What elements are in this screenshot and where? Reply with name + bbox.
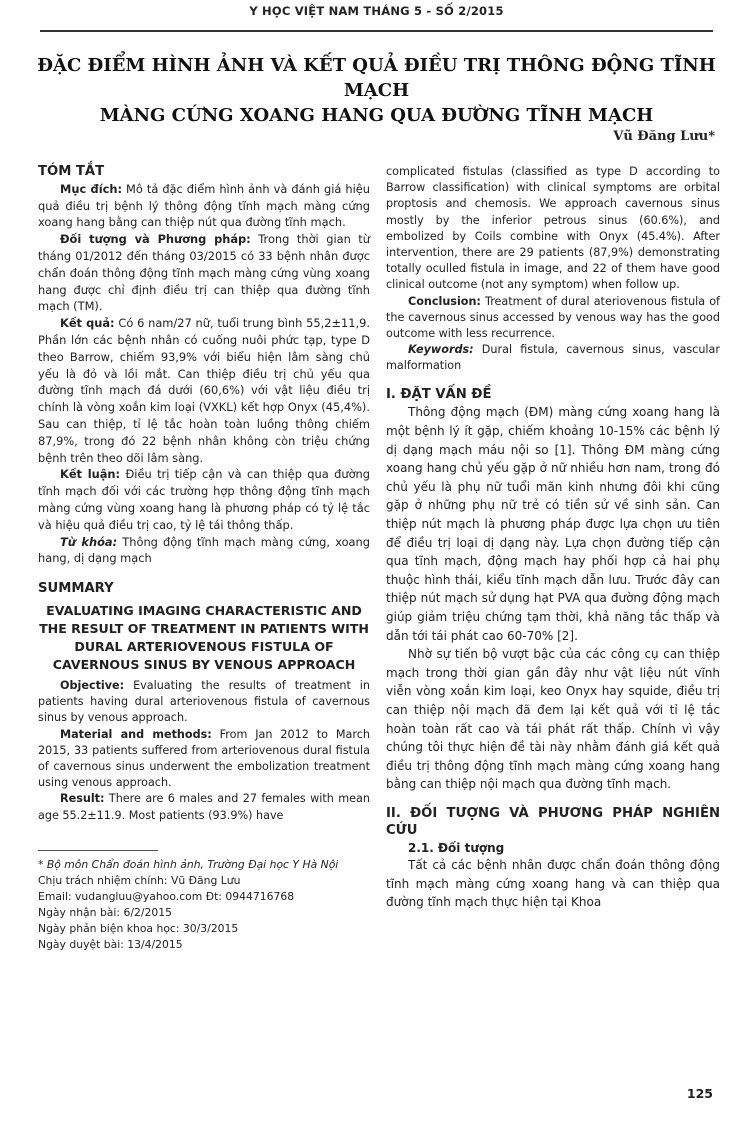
footnote-rule — [38, 850, 158, 851]
results-label: Kết quả: — [60, 316, 115, 331]
summary-result-label: Result: — [60, 792, 105, 806]
results-text: Có 6 nam/27 nữ, tuổi trung bình 55,2±11,9. Phần lớn các bệnh nhân có cuống nuôi phức tạp, type D theo Barrow, chiếm 93,9% với biểu hiện lâm sàng chủ yếu là đỏ và lồi mắt. Can thiệp điều trị chủ yếu qua đường tĩnh mạch đá dưới (60,6%) với vật liệu điều trị chính là vòng xoắn kim loại (VXKL) kết hợp Onyx (45,4%). Sau can thiệp, tỉ lệ tắc hoàn toàn luồng thông chiếm 87,9%, trong đó 22 bệnh nhân không còn triệu chứng bệnh trên theo dõi lâm sàng. — [38, 316, 371, 465]
summary-keywords-text: Dural fistula, cavernous sinus, vascular malformation — [386, 343, 720, 373]
section2-heading: II. ĐỐI TƯỢNG VÀ PHƯƠNG PHÁP NGHIÊN CỨU — [386, 805, 720, 838]
objective-label: Mục đích: — [60, 181, 123, 196]
footnote-email: Email: vudangluu@yahoo.com Đt: 0944716768 — [38, 889, 295, 903]
header-rule — [40, 30, 713, 32]
summary-methods — [38, 727, 370, 792]
summary-objective-text: Evaluating the results of treatment in patients having dural arteriovenous fistula of cavernous sinus by venous approach. — [38, 678, 370, 725]
keywords-text: Thông động tĩnh mạch màng cứng, xoang hang, dị dạng mạch — [38, 534, 370, 566]
abstract-methods — [38, 231, 370, 315]
summary-objective — [38, 678, 370, 727]
section2-paragraph-1: Tất cả các bệnh nhân được chẩn đoán thông động tĩnh mạch màng cứng xoang hang và can thiệp qua đường tĩnh mạch thực hiện tại Khoa — [386, 858, 720, 910]
footnote-reviewed: Ngày phản biện khoa học: 30/3/2015 — [38, 921, 239, 935]
title-line-1: ĐẶC ĐIỂM HÌNH ẢNH VÀ KẾT QUẢ ĐIỀU TRỊ THÔNG ĐỘNG TĨNH MẠCH — [37, 55, 716, 101]
conclusion-label: Kết luận: — [60, 467, 121, 482]
summary-keywords-label: Keywords: — [408, 343, 474, 357]
article-title — [30, 53, 723, 128]
summary-conclusion-text: Treatment of dural ateriovenous fistula of the cavernous sinus accessed by venous way has the good outcome with less recurrence. — [386, 294, 720, 341]
summary-conclusion-label: Conclusion: — [408, 294, 481, 308]
left-column — [38, 164, 370, 953]
abstract-conclusion — [38, 466, 370, 533]
title-line-2: MÀNG CỨNG XOANG HANG QUA ĐƯỜNG TĨNH MẠCH — [99, 105, 654, 126]
section1-heading: I. ĐẶT VẤN ĐỀ — [386, 386, 492, 402]
keywords-label: Từ khóa: — [60, 534, 118, 549]
section1-paragraph-2: Nhờ sự tiến bộ vượt bậc của các công cụ can thiệp mạch trong thời gian gần đây như vật liệu nút vĩnh viễn vòng xoắn kim loại, keo Onyx hay squide, điều trị can thiệp nội mạch đã đem lại kết quả với tỉ lệ tắc hoàn toàn rất cao và tái phát rất thấp. Chính vì vậy chúng tôi thực hiện đề tài này nhằm đánh giá kết quả điều trị thông động tĩnh mạch màng cứng xoang hang bằng can thiệp nội mạch qua đường tĩnh mạch. — [386, 647, 720, 792]
footnote-received: Ngày nhận bài: 6/2/2015 — [38, 905, 172, 919]
summary-result-continued: complicated fistulas (classified as type D according to Barrow classification) with clinical symptoms are orbital proptosis and chemosis. We approach cavernous sinus mostly by the inferior petrous sinus (60.6%), and embolized by Coils combine with Onyx (45.4%). After intervention, there are 29 patients (87,9%) demonstrating totally oculled fistula in image, and 22 of them have good clinical outcome (not any symptom) when follow up. — [386, 165, 720, 292]
summary-result — [38, 791, 370, 823]
footnote-affiliation: * Bộ môn Chẩn đoán hình ảnh, Trường Đại học Y Hà Nội — [38, 857, 339, 871]
section2-subheading: 2.1. Đối tượng — [408, 840, 505, 855]
footnote-approved: Ngày duyệt bài: 13/4/2015 — [38, 937, 183, 951]
summary-keywords — [386, 342, 720, 374]
right-column — [386, 164, 720, 912]
objective-text: Mô tả đặc điểm hình ảnh và đánh giá hiệu quả điều trị bệnh lý thông động tĩnh mạch màng cứng xoang hang bằng can thiệp nút qua đường tĩnh mạch. — [38, 181, 370, 230]
section1-paragraph-1: Thông động mạch (ĐM) màng cứng xoang hang là một bệnh lý ít gặp, chiếm khoảng 10-15% các bệnh lý dị dạng mạch máu nội so [1]. Thông ĐM màng cứng xoang hang chủ yếu gặp ở nữ nhiều hơn nam, trong đó chủ yếu là phụ nữ tuổi mãn kinh nhưng đôi khi cũng gặp ở những phụ nữ trẻ có tiền sử về sinh sản. Can thiệp nút mạch là phương pháp được lựa chọn ưu tiên để điều trị loại dị dạng này. Lựa chọn đường tiếp cận qua tĩnh mạch, động mạch hay phối hợp cả hai phụ thuộc hình thái, kiểu tĩnh mạch dẫn lưu. Trước đây can thiệp nút mạch sử dụng hạt PVA qua đường động mạch giúp giảm triệu chứng tạm thời, khả năng tắc thấp và dẫn tới tái phát cao 60-70% [2]. — [386, 405, 720, 643]
summary-heading: SUMMARY — [38, 581, 114, 597]
footnote-responsible: Chịu trách nhiệm chính: Vũ Đăng Lưu — [38, 873, 241, 887]
abstract-objective — [38, 181, 370, 231]
summary-conclusion — [386, 294, 720, 343]
summary-result-text: There are 6 males and 27 females with mean age 55.2±11.9. Most patients (93.9%) have — [38, 792, 370, 822]
summary-objective-label: Objective: — [60, 678, 125, 692]
summary-title: EVALUATING IMAGING CHARACTERISTIC AND THE RESULT OF TREATMENT IN PATIENTS WITH DURAL ARTERIOVENOUS FISTULA OF CAVERNOUS SINUS BY VENOUS APPROACH — [39, 602, 369, 672]
conclusion-text: Điều trị tiếp cận và can thiệp qua đường tĩnh mạch đối với các trường hợp thông động tĩnh mạch màng cứng vùng xoang hang là phương pháp có tỷ lệ tắc và hiệu quả điều trị cao, tỷ lệ tái thông thấp. — [38, 467, 370, 532]
abstract-keywords — [38, 534, 370, 568]
methods-label: Đối tượng và Phương pháp: — [60, 232, 251, 247]
summary-methods-label: Material and methods: — [60, 727, 212, 741]
author: Vũ Đăng Lưu* — [613, 129, 715, 144]
abstract-heading: TÓM TẮT — [38, 164, 105, 179]
methods-text: Trong thời gian từ tháng 01/2012 đến tháng 03/2015 có 33 bệnh nhân được chẩn đoán thông động tĩnh mạch màng cứng vùng xoang hang được chỉ định điều trị can thiệp qua đường tĩnh mạch (TM). — [38, 232, 370, 314]
abstract-results — [38, 315, 370, 466]
journal-header: Y HỌC VIỆT NAM THÁNG 5 - SỐ 2/2015 — [249, 4, 504, 18]
page-number: 125 — [686, 1086, 713, 1101]
summary-methods-text: From Jan 2012 to March 2015, 33 patients suffered from arteriovenous dural fistula of cavernous sinus underwent the embolization treatment using venous approach. — [38, 727, 370, 790]
